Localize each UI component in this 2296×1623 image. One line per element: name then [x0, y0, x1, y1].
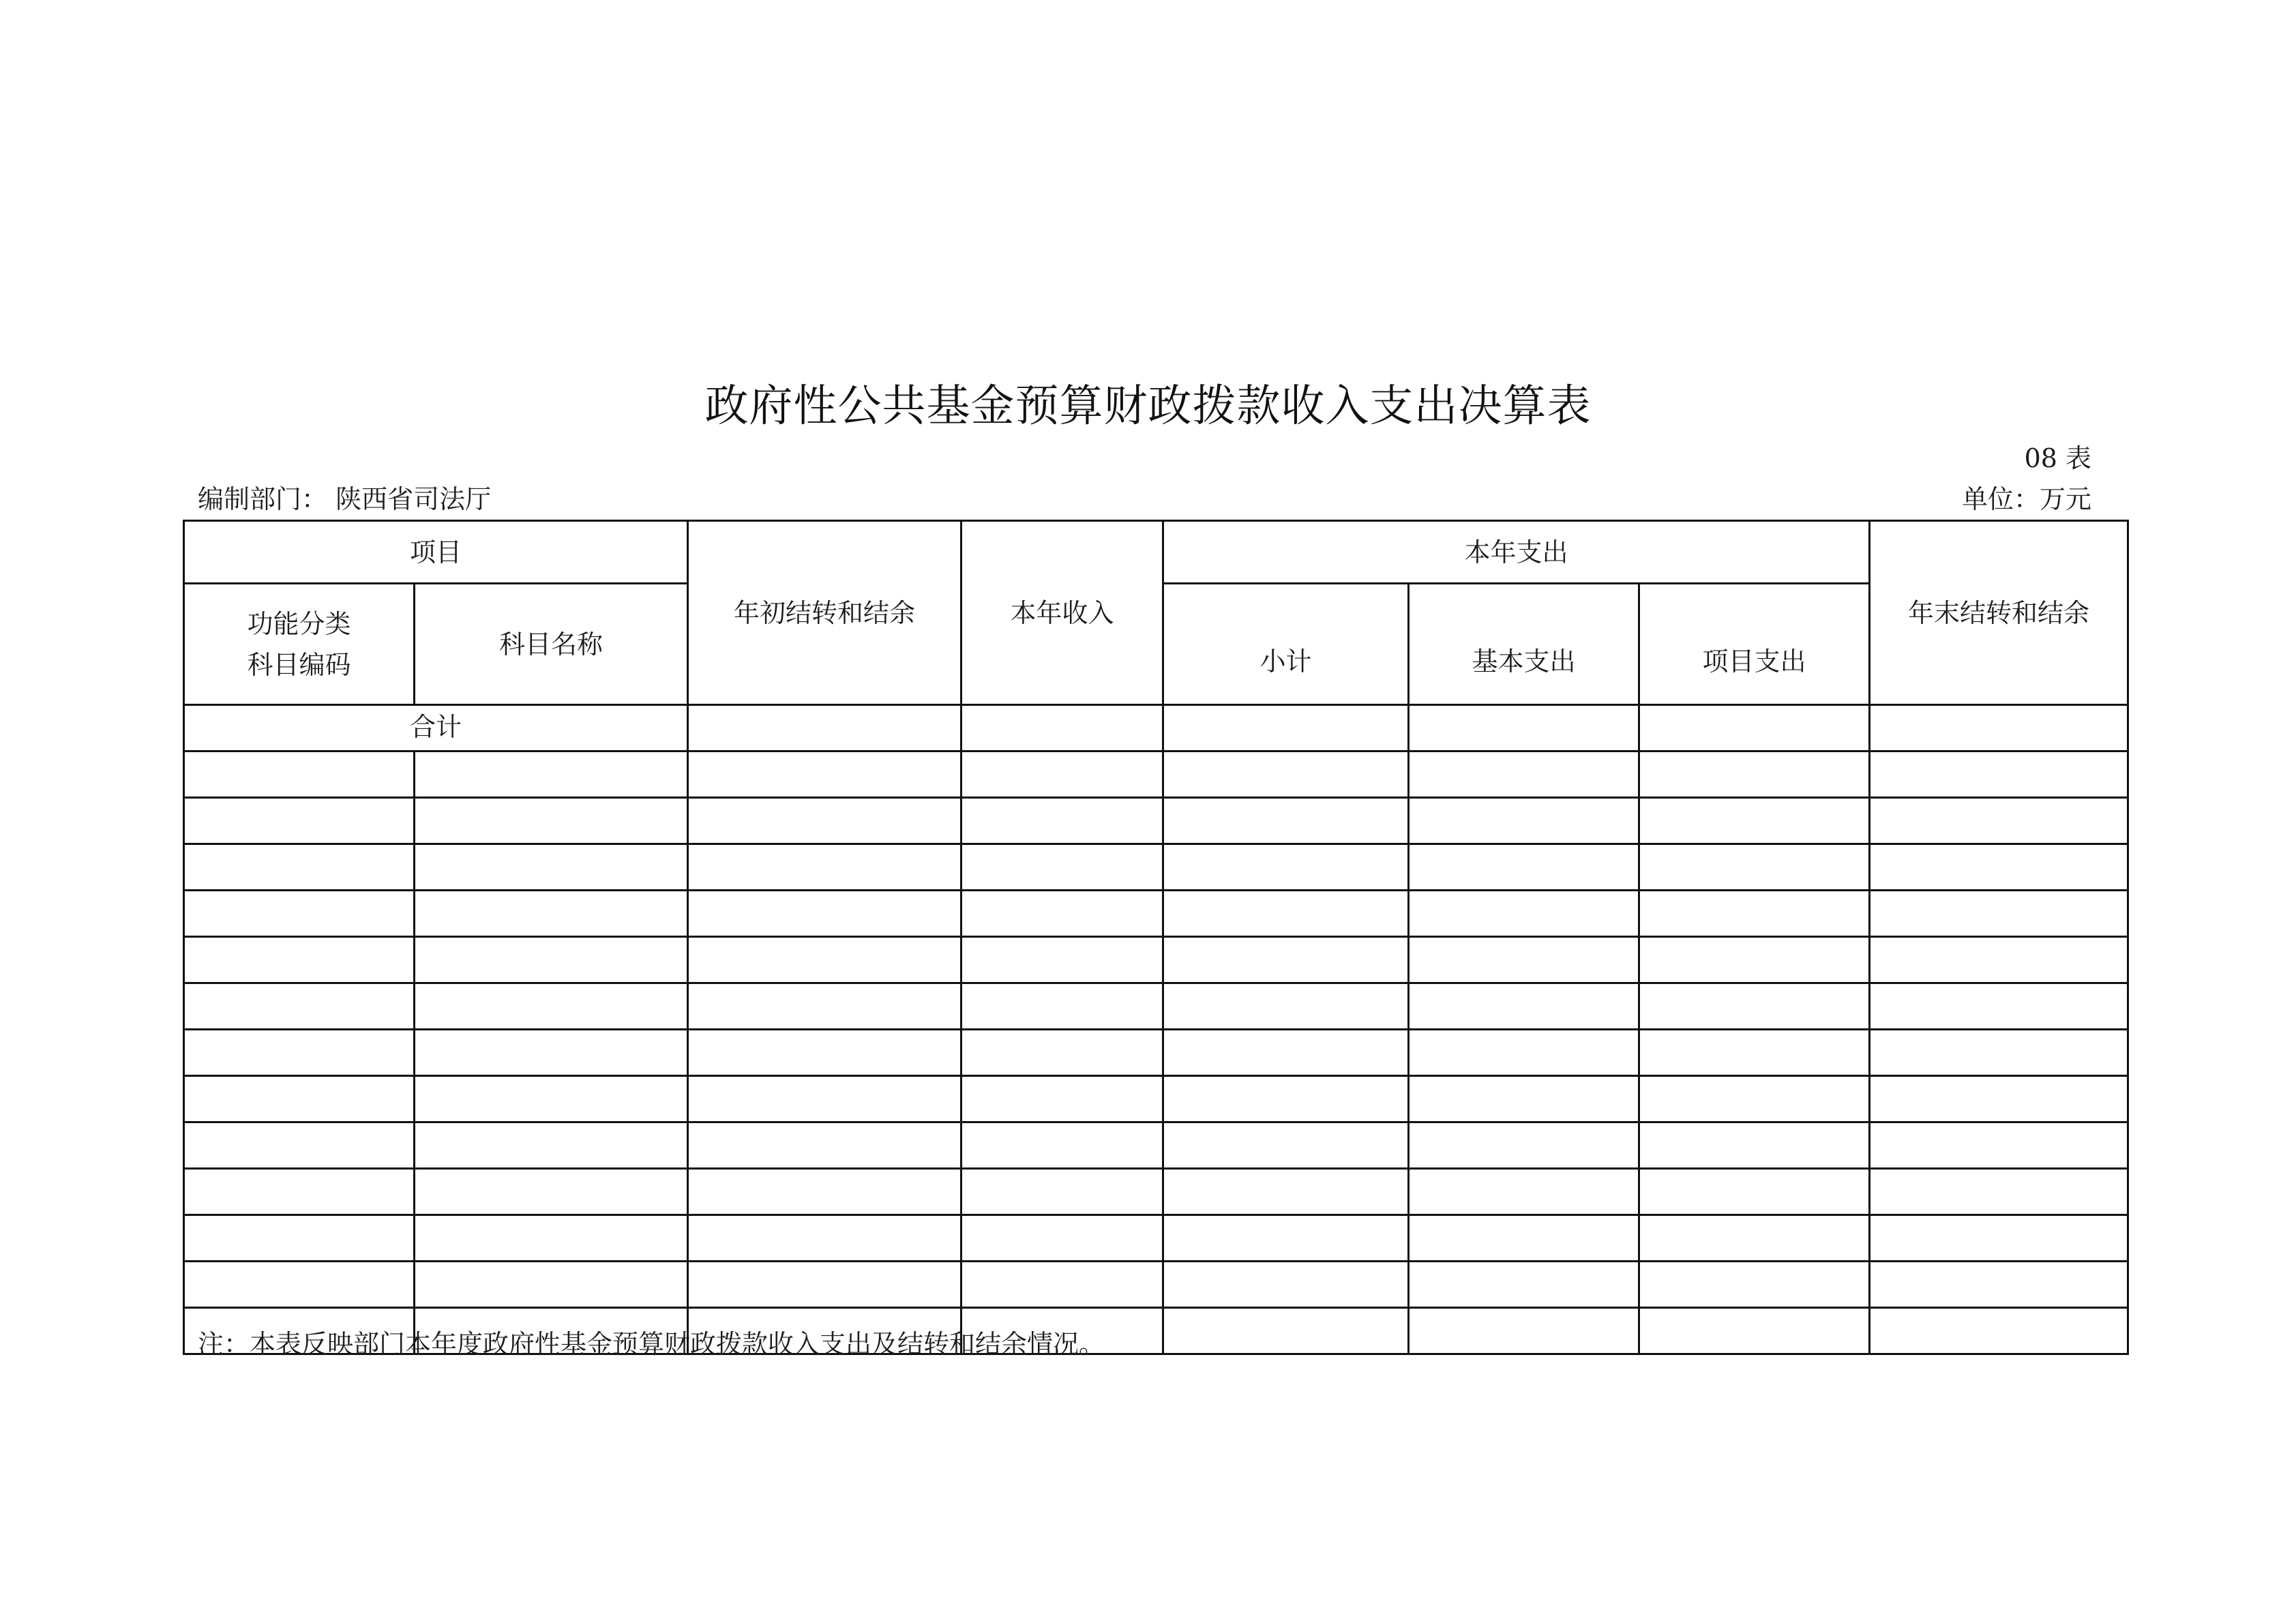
- cell-opening-balance: [688, 844, 961, 891]
- table-row: [184, 1169, 2128, 1215]
- cell-closing-balance: [1870, 891, 2128, 937]
- cell-project-expense: [1639, 1215, 1870, 1262]
- department-value: 陕西省司法厅: [336, 484, 492, 514]
- header-basic-expense: 基本支出: [1409, 584, 1639, 705]
- total-opening-balance: [688, 705, 961, 751]
- total-current-income: [961, 705, 1163, 751]
- cell-subtotal: [1163, 1122, 1409, 1169]
- header-current-expense: 本年支出: [1163, 521, 1870, 584]
- data-rows: [184, 751, 2128, 1354]
- cell-function-code: [184, 751, 415, 798]
- cell-subtotal: [1163, 983, 1409, 1030]
- cell-opening-balance: [688, 1215, 961, 1262]
- cell-function-code: [184, 1076, 415, 1122]
- cell-subject-name: [415, 1215, 688, 1262]
- cell-opening-balance: [688, 1076, 961, 1122]
- cell-closing-balance: [1870, 937, 2128, 983]
- cell-subtotal: [1163, 1076, 1409, 1122]
- header-item: 项目: [184, 521, 688, 584]
- cell-basic-expense: [1409, 1122, 1639, 1169]
- cell-closing-balance: [1870, 751, 2128, 798]
- footnote: 注：本表反映部门本年度政府性基金预算财政拨款收入支出及结转和结余情况。: [198, 1329, 1105, 1359]
- header-current-income: 本年收入: [961, 521, 1163, 705]
- department-line: [198, 483, 491, 516]
- cell-basic-expense: [1409, 798, 1639, 844]
- cell-subtotal: [1163, 937, 1409, 983]
- cell-basic-expense: [1409, 1076, 1639, 1122]
- cell-basic-expense: [1409, 983, 1639, 1030]
- cell-subject-name: [415, 1076, 688, 1122]
- cell-subtotal: [1163, 1308, 1409, 1354]
- cell-closing-balance: [1870, 1308, 2128, 1354]
- cell-current-income: [961, 1030, 1163, 1076]
- cell-closing-balance: [1870, 1076, 2128, 1122]
- cell-project-expense: [1639, 1122, 1870, 1169]
- cell-closing-balance: [1870, 1122, 2128, 1169]
- cell-opening-balance: [688, 891, 961, 937]
- header-subtotal: 小计: [1163, 584, 1409, 705]
- table-row: [184, 891, 2128, 937]
- unit-label: 单位：万元: [1961, 484, 2091, 514]
- cell-current-income: [961, 844, 1163, 891]
- cell-subtotal: [1163, 1215, 1409, 1262]
- table-number: 08 表: [2024, 443, 2091, 473]
- cell-opening-balance: [688, 983, 961, 1030]
- cell-function-code: [184, 798, 415, 844]
- header-function-code: [184, 584, 415, 705]
- cell-project-expense: [1639, 751, 1870, 798]
- cell-function-code: [184, 1122, 415, 1169]
- header-function-code-line1: 功能分类: [247, 608, 351, 639]
- table-row: [184, 751, 2128, 798]
- header-row-top: [184, 521, 2128, 584]
- header-subject-name: 科目名称: [415, 584, 688, 705]
- total-closing-balance: [1870, 705, 2128, 751]
- cell-current-income: [961, 1262, 1163, 1308]
- table-row: [184, 1122, 2128, 1169]
- total-subtotal: [1163, 705, 1409, 751]
- cell-project-expense: [1639, 1308, 1870, 1354]
- cell-current-income: [961, 798, 1163, 844]
- table-row: [184, 1262, 2128, 1308]
- table-row: [184, 937, 2128, 983]
- cell-opening-balance: [688, 937, 961, 983]
- cell-current-income: [961, 1122, 1163, 1169]
- header-closing-balance: 年末结转和结余: [1870, 521, 2128, 705]
- cell-project-expense: [1639, 798, 1870, 844]
- cell-opening-balance: [688, 1030, 961, 1076]
- cell-subtotal: [1163, 891, 1409, 937]
- cell-basic-expense: [1409, 891, 1639, 937]
- cell-current-income: [961, 891, 1163, 937]
- cell-subject-name: [415, 937, 688, 983]
- cell-project-expense: [1639, 937, 1870, 983]
- cell-current-income: [961, 1076, 1163, 1122]
- cell-subject-name: [415, 751, 688, 798]
- cell-function-code: [184, 1030, 415, 1076]
- cell-current-income: [961, 937, 1163, 983]
- cell-opening-balance: [688, 751, 961, 798]
- cell-function-code: [184, 1169, 415, 1215]
- cell-closing-balance: [1870, 1030, 2128, 1076]
- cell-project-expense: [1639, 844, 1870, 891]
- table-row: [184, 1215, 2128, 1262]
- cell-opening-balance: [688, 1169, 961, 1215]
- total-row: [184, 705, 2128, 751]
- cell-basic-expense: [1409, 1215, 1639, 1262]
- cell-project-expense: [1639, 983, 1870, 1030]
- cell-closing-balance: [1870, 844, 2128, 891]
- budget-table: [183, 520, 2129, 1355]
- header-opening-balance: 年初结转和结余: [688, 521, 961, 705]
- cell-current-income: [961, 751, 1163, 798]
- cell-closing-balance: [1870, 1215, 2128, 1262]
- cell-function-code: [184, 1262, 415, 1308]
- cell-basic-expense: [1409, 1030, 1639, 1076]
- cell-subject-name: [415, 1122, 688, 1169]
- total-basic-expense: [1409, 705, 1639, 751]
- page-title: 政府性公共基金预算财政拨款收入支出决算表: [704, 381, 1592, 432]
- cell-function-code: [184, 844, 415, 891]
- cell-subtotal: [1163, 1169, 1409, 1215]
- cell-project-expense: [1639, 1076, 1870, 1122]
- cell-project-expense: [1639, 1262, 1870, 1308]
- cell-subtotal: [1163, 798, 1409, 844]
- cell-subtotal: [1163, 844, 1409, 891]
- cell-current-income: [961, 983, 1163, 1030]
- cell-closing-balance: [1870, 1262, 2128, 1308]
- cell-opening-balance: [688, 798, 961, 844]
- cell-subject-name: [415, 983, 688, 1030]
- cell-subject-name: [415, 1262, 688, 1308]
- header-project-expense: 项目支出: [1639, 584, 1870, 705]
- cell-subtotal: [1163, 1262, 1409, 1308]
- cell-subject-name: [415, 1169, 688, 1215]
- department-label: 编制部门：: [198, 484, 328, 514]
- cell-basic-expense: [1409, 844, 1639, 891]
- cell-subject-name: [415, 1030, 688, 1076]
- table-row: [184, 798, 2128, 844]
- cell-function-code: [184, 1215, 415, 1262]
- header-function-code-line2: 科目编码: [247, 649, 351, 680]
- cell-project-expense: [1639, 1030, 1870, 1076]
- cell-closing-balance: [1870, 983, 2128, 1030]
- cell-current-income: [961, 1215, 1163, 1262]
- cell-basic-expense: [1409, 1169, 1639, 1215]
- cell-basic-expense: [1409, 1262, 1639, 1308]
- cell-current-income: [961, 1169, 1163, 1215]
- cell-closing-balance: [1870, 1169, 2128, 1215]
- table-row: [184, 1030, 2128, 1076]
- cell-function-code: [184, 891, 415, 937]
- cell-basic-expense: [1409, 751, 1639, 798]
- cell-project-expense: [1639, 891, 1870, 937]
- cell-closing-balance: [1870, 798, 2128, 844]
- cell-subtotal: [1163, 751, 1409, 798]
- cell-function-code: [184, 983, 415, 1030]
- cell-subject-name: [415, 798, 688, 844]
- table-row: [184, 844, 2128, 891]
- cell-subject-name: [415, 844, 688, 891]
- cell-opening-balance: [688, 1122, 961, 1169]
- cell-subject-name: [415, 891, 688, 937]
- cell-basic-expense: [1409, 937, 1639, 983]
- table-row: [184, 983, 2128, 1030]
- cell-opening-balance: [688, 1262, 961, 1308]
- cell-project-expense: [1639, 1169, 1870, 1215]
- cell-subtotal: [1163, 1030, 1409, 1076]
- total-label: 合计: [184, 705, 688, 751]
- cell-basic-expense: [1409, 1308, 1639, 1354]
- total-project-expense: [1639, 705, 1870, 751]
- cell-function-code: [184, 937, 415, 983]
- table-row: [184, 1076, 2128, 1122]
